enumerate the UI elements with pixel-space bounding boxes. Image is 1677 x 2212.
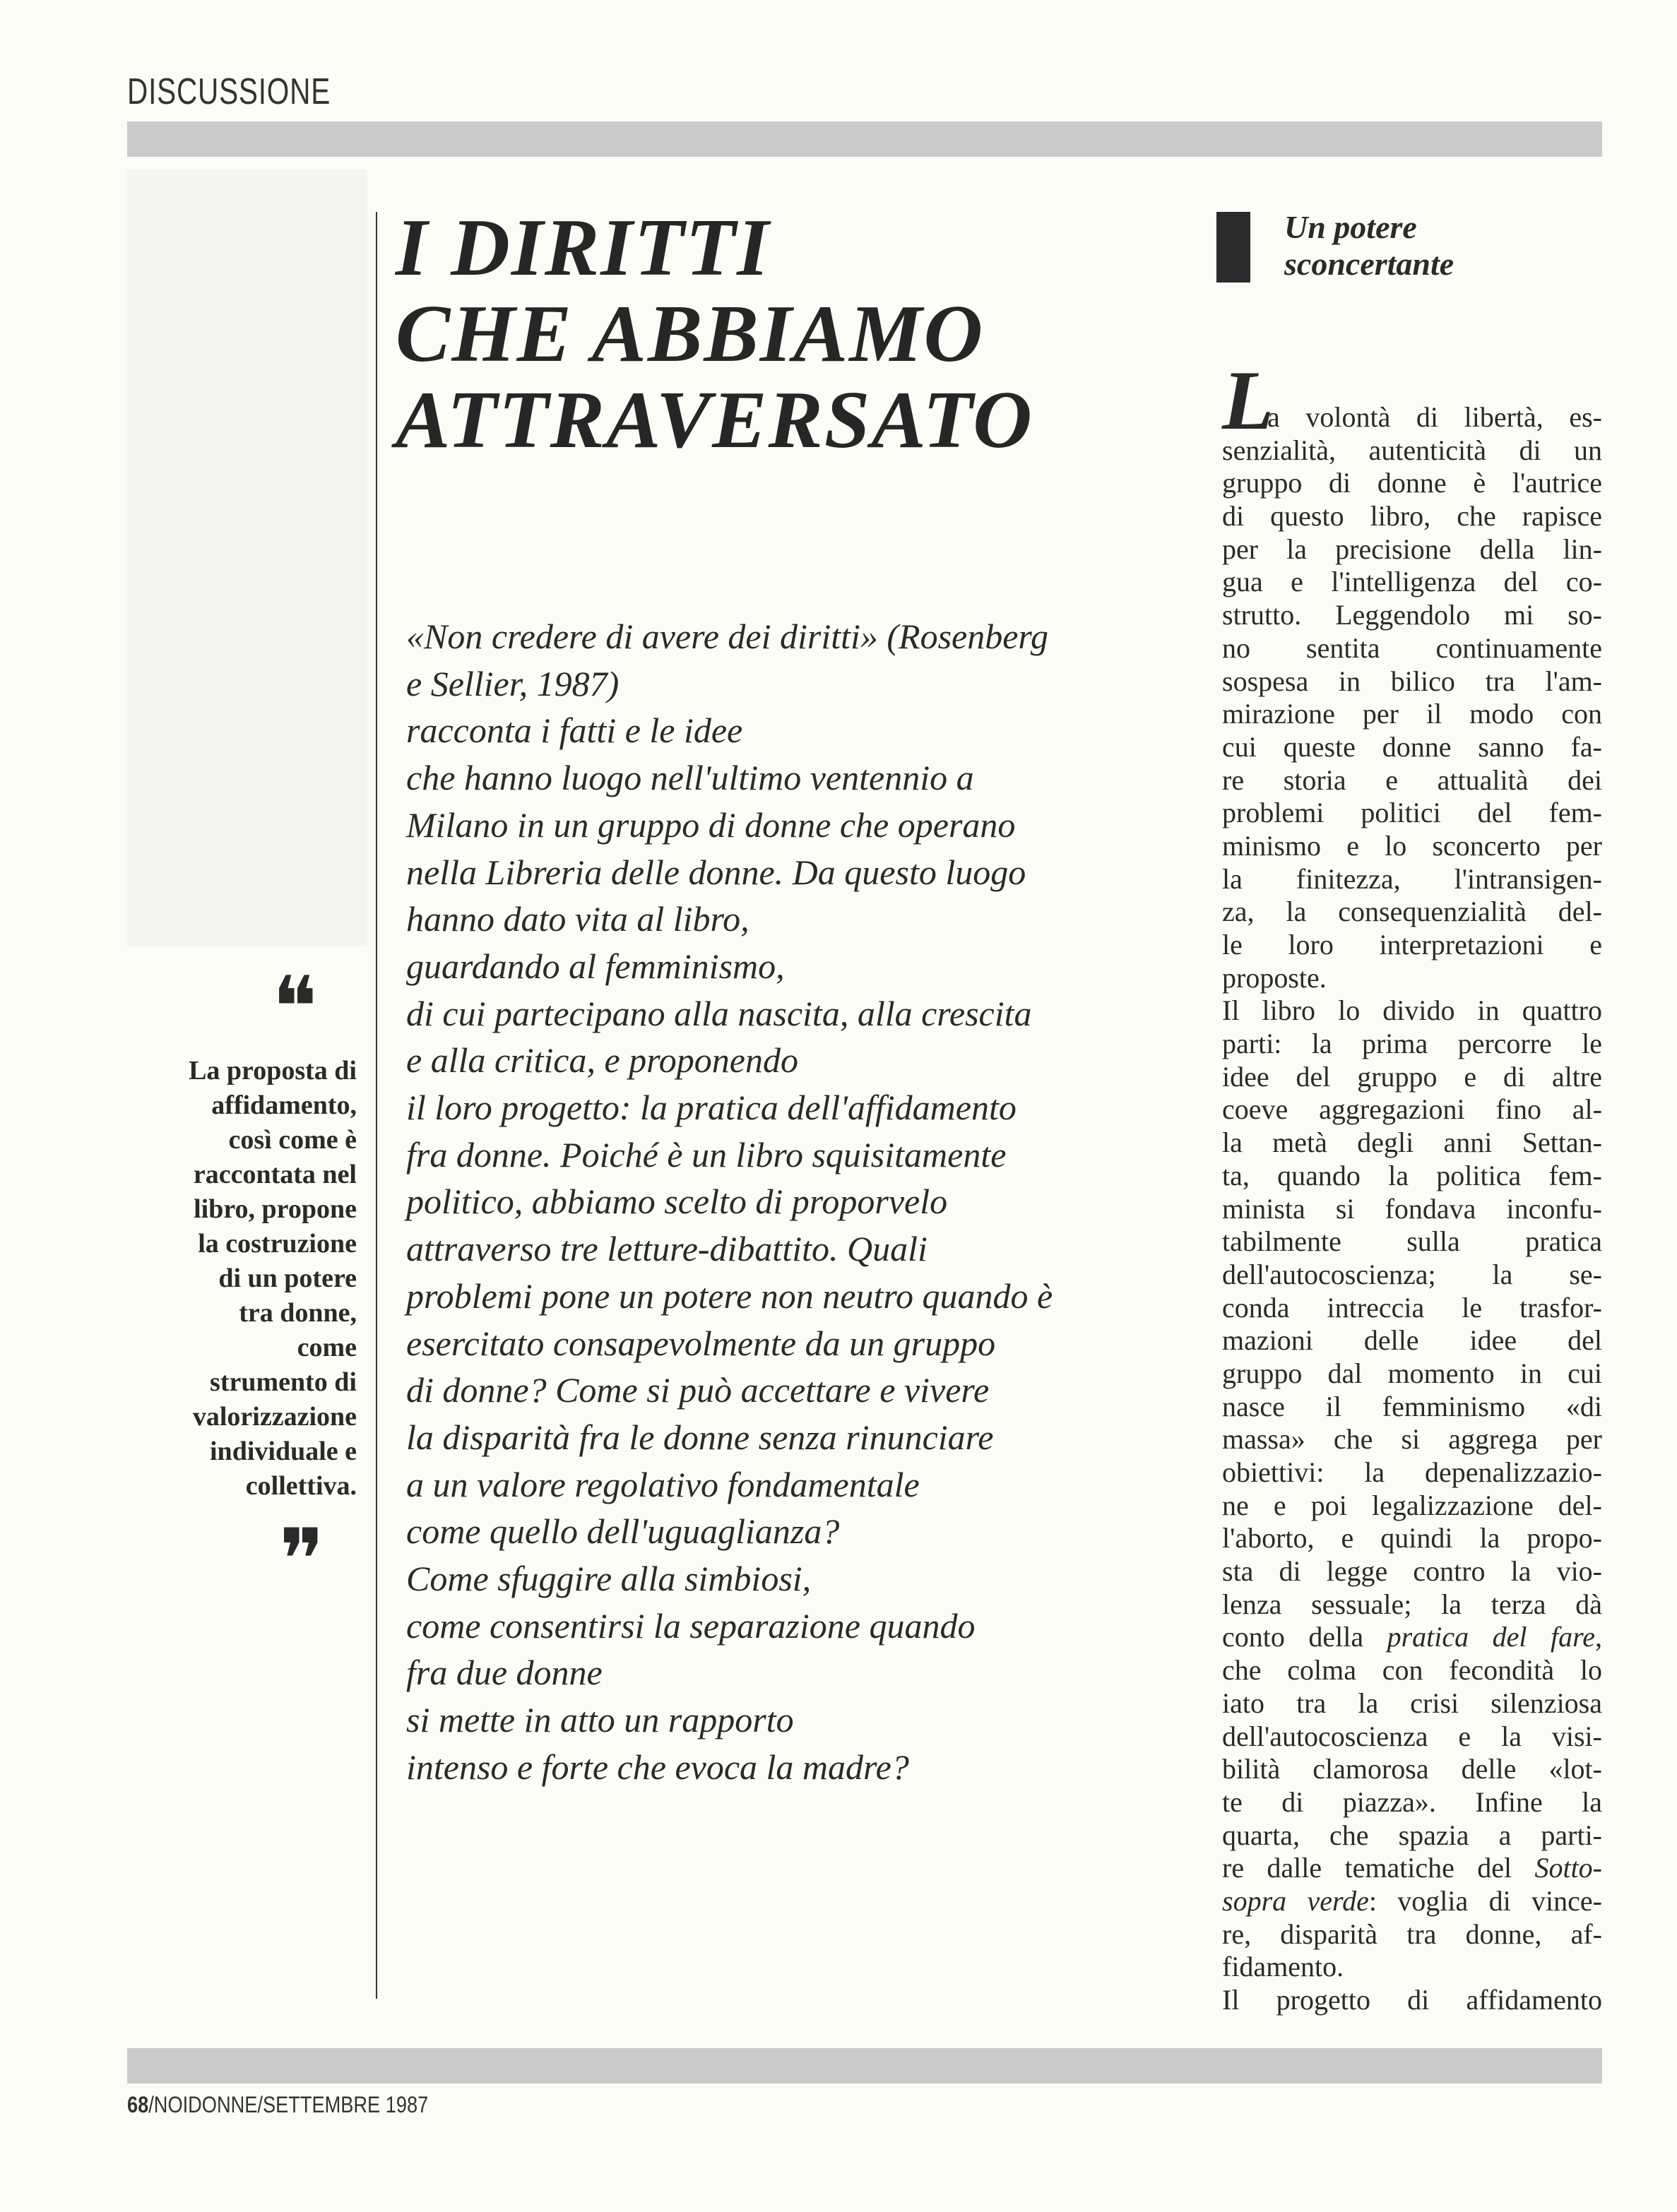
lede-line: intenso e forte che evoca la madre?: [406, 1747, 909, 1787]
issue-info: /NOIDONNE/SETTEMBRE 1987: [148, 2092, 429, 2117]
lede-line: che hanno luogo nell'ultimo ventennio a: [406, 758, 974, 798]
line-text: obiettivi: la depenalizzazio-: [1222, 1456, 1602, 1488]
lede-line: come quello dell'uguaglianza?: [406, 1511, 840, 1552]
body-line: [1222, 1786, 1602, 1819]
body-line: [1222, 1160, 1602, 1193]
lede-line: di cui partecipano alla nascita, alla crescita: [406, 993, 1032, 1033]
line-text: re dalle tematiche del: [1222, 1852, 1535, 1884]
body-line: [1222, 434, 1602, 468]
article-title: [396, 205, 1033, 463]
italic-text: pratica del fare: [1387, 1621, 1595, 1653]
subhead-line: sconcertante: [1284, 246, 1454, 282]
header-rule-bar: [127, 121, 1602, 157]
body-line: [1222, 500, 1602, 533]
lede-line: a un valore regolativo fondamentale: [406, 1464, 920, 1504]
lede-line: politico, abbiamo scelto di proporvelo: [406, 1182, 948, 1222]
body-line: [1222, 1028, 1602, 1061]
body-line: [1222, 1093, 1602, 1126]
lede-text: [406, 613, 1053, 1791]
line-text: fidamento.: [1222, 1951, 1344, 1983]
body-line: [1222, 1391, 1602, 1424]
footer-rule-bar: [127, 2048, 1602, 2083]
lede-line: hanno dato vita al libro,: [406, 899, 749, 939]
line-text: le loro interpretazioni e: [1222, 929, 1602, 961]
line-text: re storia e attualità dei: [1222, 763, 1602, 796]
line-text: lenza sessuale; la terza dà: [1222, 1588, 1602, 1620]
body-line: [1222, 1918, 1602, 1951]
body-line: [1222, 599, 1602, 632]
pull-quote-line: di un potere: [218, 1263, 357, 1293]
body-line: [1222, 1489, 1602, 1523]
subhead-marker: [1216, 212, 1250, 283]
lede-line: racconta i fatti e le idee: [406, 710, 743, 751]
body-line: [1222, 1951, 1602, 1984]
body-line: [1222, 1984, 1602, 2017]
lede-line: il loro progetto: la pratica dell'affidamento: [406, 1088, 1017, 1128]
body-line: [1222, 698, 1602, 731]
line-text: quarta, che spazia a parti-: [1222, 1819, 1602, 1851]
pull-quote-line: tra donne,: [239, 1298, 357, 1328]
pull-quote-line: strumento di: [210, 1367, 357, 1397]
lede-line: e alla critica, e proponendo: [406, 1040, 798, 1081]
section-label: DISCUSSIONE: [127, 71, 331, 112]
body-line: [1222, 994, 1602, 1028]
body-line: [1222, 1126, 1602, 1160]
line-text: mazioni delle idee del: [1222, 1324, 1602, 1357]
lede-line: Come sfuggire alla simbiosi,: [406, 1559, 812, 1599]
subhead-line: Un potere: [1284, 209, 1417, 245]
line-text: dell'autocoscienza; la se-: [1222, 1258, 1602, 1290]
line-text: bilità clamorosa delle «lot-: [1222, 1753, 1602, 1785]
line-text: a volontà di libertà, es-: [1267, 401, 1602, 433]
page-footer: [127, 2092, 428, 2118]
body-line: [1222, 1720, 1602, 1754]
body-line: [1222, 1324, 1602, 1357]
body-line: [1222, 401, 1602, 434]
line-text: ta, quando la politica fem-: [1222, 1159, 1602, 1191]
drop-cap: L: [1222, 353, 1274, 447]
lede-line: attraverso tre letture-dibattito. Quali: [406, 1229, 928, 1269]
lede-line: fra donne. Poiché è un libro squisitamente: [406, 1134, 1007, 1175]
body-line: [1222, 1292, 1602, 1325]
lede-line: e Sellier, 1987): [406, 663, 620, 703]
line-text: gruppo di donne è l'autrice: [1222, 467, 1602, 499]
body-line: [1222, 1588, 1602, 1622]
line-text: no sentita continuamente: [1222, 631, 1602, 664]
close-quote-icon: ❞: [279, 1511, 325, 1610]
body-line: [1222, 1621, 1602, 1654]
body-line: [1222, 797, 1602, 830]
line-text: di questo libro, che rapisce: [1222, 500, 1602, 533]
line-text: ne e poi legalizzazione del-: [1222, 1489, 1602, 1521]
show-through-image: [127, 170, 367, 946]
line-text: idee del gruppo e di altre: [1222, 1060, 1602, 1093]
lede-line: come consentirsi la separazione quando: [406, 1605, 976, 1646]
body-line: [1222, 1753, 1602, 1786]
line-text: coeve aggregazioni fino al-: [1222, 1093, 1602, 1126]
body-line: [1222, 1852, 1602, 1885]
italic-text: Sotto-: [1534, 1852, 1602, 1884]
line-text: mirazione per il modo con: [1222, 698, 1602, 730]
lede-line: di donne? Come si può accettare e vivere: [406, 1370, 990, 1410]
body-line: [1222, 1522, 1602, 1555]
line-text: za, la consequenzialità del-: [1222, 896, 1602, 928]
body-line: [1222, 1819, 1602, 1853]
lede-line: «Non credere di avere dei diritti» (Rosenberg: [406, 617, 1049, 656]
pull-quote-line: raccontata nel: [193, 1160, 357, 1189]
line-text: massa» che si aggrega per: [1222, 1423, 1602, 1456]
body-line: [1222, 830, 1602, 863]
line-text: Il libro lo divido in quattro: [1222, 994, 1602, 1027]
line-text: minista si fondava inconfu-: [1222, 1192, 1602, 1225]
title-line: CHE ABBIAMO: [396, 289, 985, 379]
line-text: nasce il femminismo «di: [1222, 1390, 1602, 1422]
line-text: minismo e lo sconcerto per: [1222, 829, 1602, 862]
line-text: la finitezza, l'intransigen-: [1222, 862, 1602, 895]
lede-line: guardando al femminismo,: [406, 946, 785, 986]
body-line: [1222, 1423, 1602, 1456]
pull-quote-line: affidamento,: [211, 1090, 357, 1120]
body-line: [1222, 1885, 1602, 1918]
line-text: re, disparità tra donne, af-: [1222, 1917, 1602, 1950]
line-text: tabilmente sulla pratica: [1222, 1225, 1602, 1258]
body-line: [1222, 632, 1602, 665]
line-text: che colma con fecondità lo: [1222, 1654, 1602, 1687]
body-line: [1222, 1456, 1602, 1489]
pull-quote-line: la costruzione: [198, 1229, 357, 1259]
subhead: [1284, 209, 1454, 283]
line-text: cui queste donne sanno fa-: [1222, 730, 1602, 763]
line-text: dell'autocoscienza e la visi-: [1222, 1720, 1602, 1752]
body-line: [1222, 566, 1602, 599]
body-line: [1222, 764, 1602, 797]
line-text: l'aborto, e quindi la propo-: [1222, 1522, 1602, 1554]
pull-quote-line: come: [297, 1333, 357, 1362]
body-line: [1222, 863, 1602, 896]
line-text: gua e l'intelligenza del co-: [1222, 566, 1602, 598]
line-text: gruppo dal momento in cui: [1222, 1357, 1602, 1389]
line-text: conto della: [1222, 1621, 1387, 1653]
line-text: te di piazza». Infine la: [1222, 1785, 1602, 1818]
line-text: Il progetto di affidamento: [1222, 1984, 1602, 2016]
pull-quote-line: valorizzazione: [192, 1402, 357, 1432]
line-text: sta di legge contro la vio-: [1222, 1555, 1602, 1588]
body-line: [1222, 1061, 1602, 1094]
line-text: sospesa in bilico tra l'am-: [1222, 665, 1602, 697]
body-line: [1222, 1259, 1602, 1292]
body-line: [1222, 533, 1602, 566]
title-line: I DIRITTI: [396, 203, 771, 293]
body-line: [1222, 1555, 1602, 1588]
body-line: [1222, 896, 1602, 929]
line-text: parti: la prima percorre le: [1222, 1028, 1602, 1060]
page-number: 68: [127, 2092, 149, 2117]
body-line: [1222, 1225, 1602, 1259]
pull-quote-line: collettiva.: [245, 1471, 357, 1501]
line-text: senzialità, autenticità di un: [1222, 434, 1602, 466]
lede-line: la disparità fra le donne senza rinunciare: [406, 1417, 994, 1457]
pull-quote-line: individuale e: [210, 1437, 357, 1466]
line-text: conda intreccia le trasfor-: [1222, 1291, 1602, 1324]
lede-line: Milano in un gruppo di donne che operano: [406, 804, 1016, 845]
lede-line: fra due donne: [406, 1653, 603, 1693]
pull-quote: [106, 1054, 357, 1504]
line-text: iato tra la crisi silenziosa: [1222, 1687, 1602, 1719]
line-text: la metà degli anni Settan-: [1222, 1126, 1602, 1159]
title-line: ATTRAVERSATO: [396, 375, 1033, 465]
lede-line: si mette in atto un rapporto: [406, 1700, 794, 1740]
body-line: [1222, 1357, 1602, 1391]
body-line: [1222, 929, 1602, 962]
line-text: ,: [1594, 1621, 1602, 1653]
lede-line: esercitato consapevolmente da un gruppo: [406, 1323, 996, 1363]
body-line: [1222, 962, 1602, 995]
body-line: [1222, 1193, 1602, 1226]
line-text: per la precisione della lin-: [1222, 533, 1602, 565]
italic-text: sopra verde: [1222, 1884, 1369, 1917]
line-text: strutto. Leggendolo mi so-: [1222, 599, 1602, 631]
pull-quote-line: libro, propone: [194, 1194, 357, 1224]
pull-quote-line: così come è: [228, 1125, 357, 1155]
open-quote-icon: ❝: [272, 959, 318, 1057]
lede-line: problemi pone un potere non neutro quando è: [406, 1276, 1053, 1316]
body-line: [1222, 665, 1602, 698]
pull-quote-line: La proposta di: [189, 1056, 357, 1086]
body-line: [1222, 1687, 1602, 1720]
line-text: : voglia di vince-: [1368, 1884, 1602, 1917]
line-text: proposte.: [1222, 961, 1327, 994]
vertical-divider: [376, 212, 377, 1999]
body-line: [1222, 1654, 1602, 1687]
body-line: [1222, 467, 1602, 500]
body-column: [1222, 353, 1602, 2017]
line-text: problemi politici del fem-: [1222, 797, 1602, 829]
lede-line: nella Libreria delle donne. Da questo luogo: [406, 852, 1026, 892]
body-line: [1222, 731, 1602, 764]
